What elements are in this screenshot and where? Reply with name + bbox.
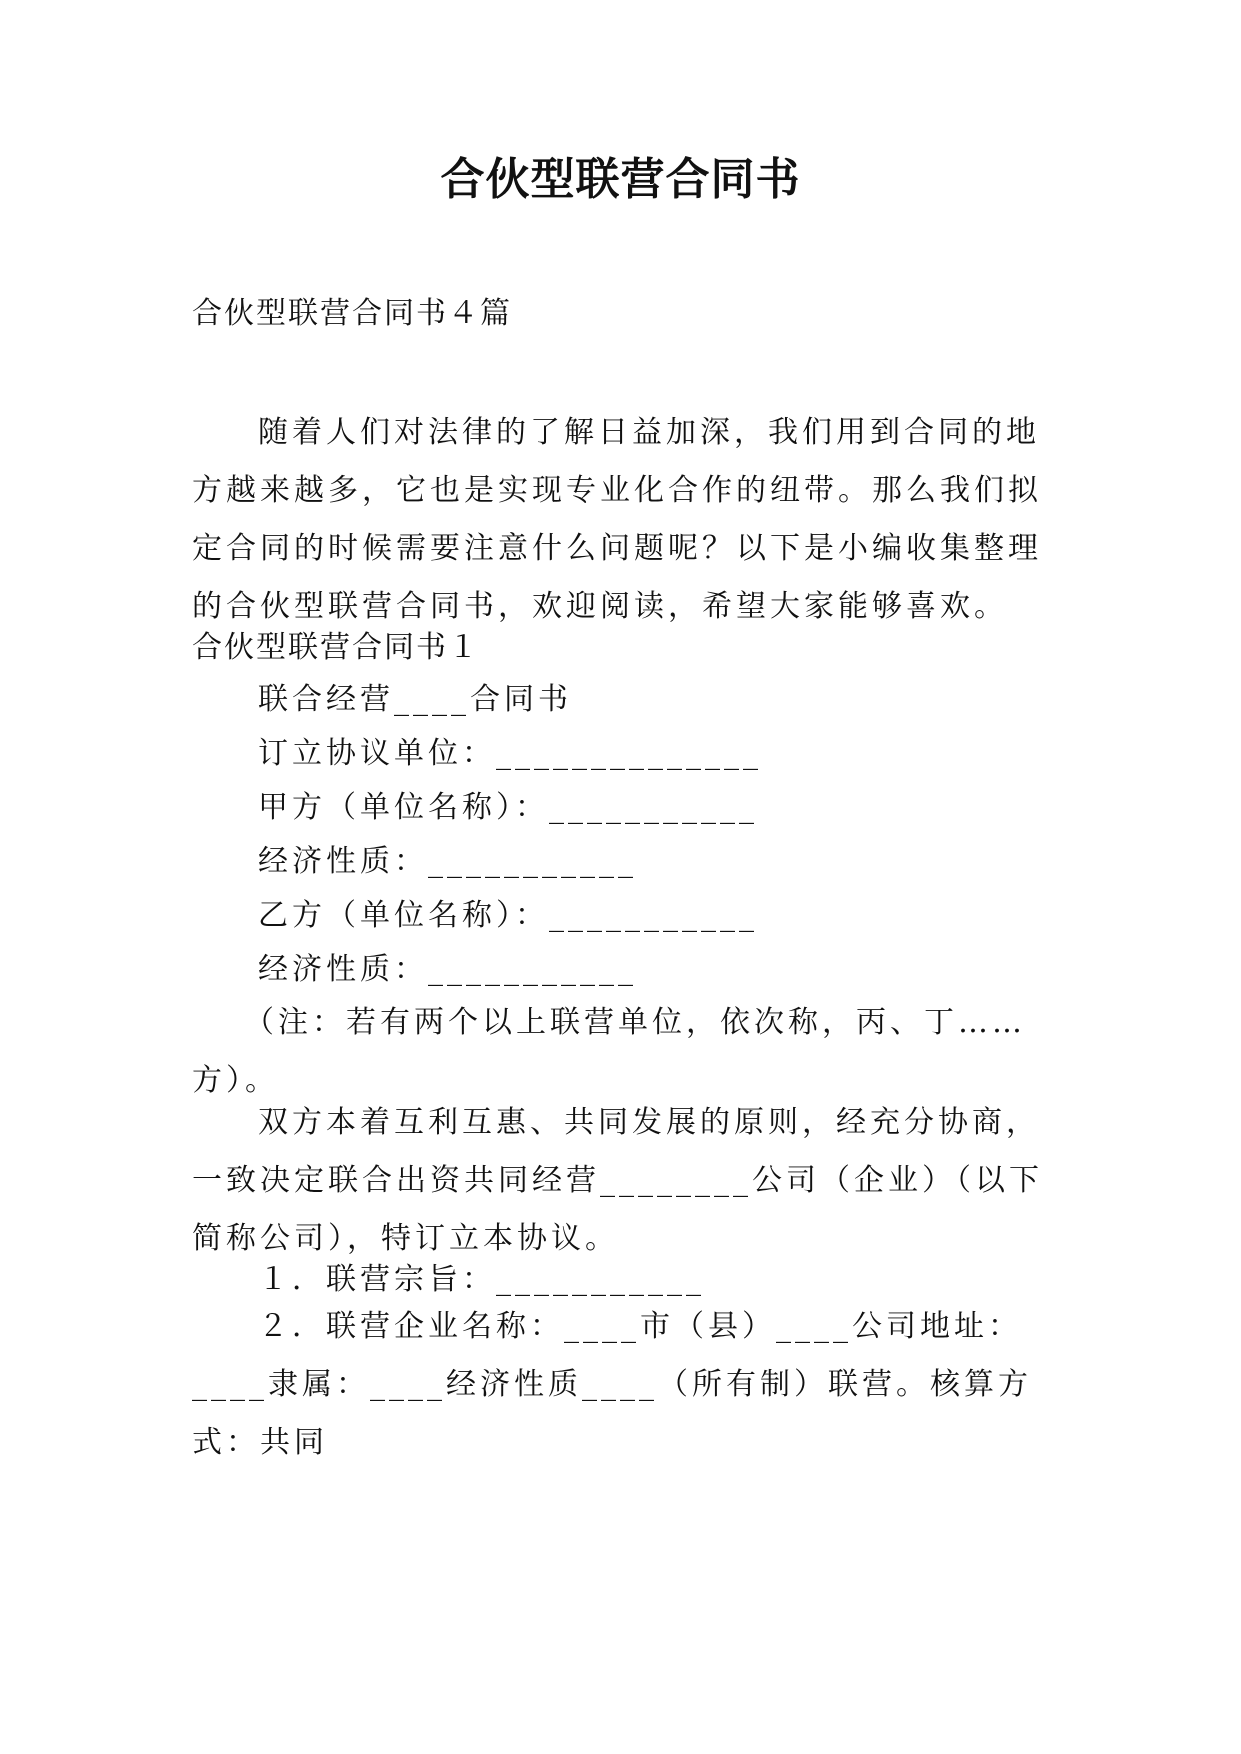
party-a-nature-line: 经济性质：___________ — [258, 844, 637, 879]
intro-paragraph: 随着人们对法律的了解日益加深，我们用到合同的地方越来越多，它也是实现专业化合作的纽带。那么我们拟定合同的时候需要注意什么问题呢？以下是小编收集整理的合伙型联营合同书，欢迎阅读，希望大家能够喜欢。 — [192, 415, 1042, 624]
party-b-line: 乙方（单位名称）：___________ — [258, 898, 758, 933]
signing-units-line: 订立协议单位：______________ — [258, 736, 762, 771]
item-2-paragraph: ２．联营企业名称：____市（县）____公司地址：____隶属：____经济性质____（所有制）联营。核算方式：共同 — [192, 1309, 1032, 1460]
contract-name-line: 联合经营____合同书 — [258, 682, 572, 717]
item-1-line: １．联营宗旨：___________ — [258, 1262, 705, 1297]
note-paragraph: （注：若有两个以上联营单位，依次称，丙、丁……方）。 — [192, 1005, 1026, 1098]
agreement-paragraph: 双方本着互利互惠、共同发展的原则，经充分协商，一致决定联合出资共同经营________公司（企业）（以下简称公司），特订立本协议。 — [192, 1105, 1043, 1256]
party-a-line: 甲方（单位名称）：___________ — [258, 790, 758, 825]
party-b-nature-line: 经济性质：___________ — [258, 952, 637, 987]
document-title: 合伙型联营合同书 — [440, 154, 801, 205]
document-subtitle: 合伙型联营合同书４篇 — [192, 296, 512, 331]
section-heading: 合伙型联营合同书１ — [192, 630, 480, 665]
